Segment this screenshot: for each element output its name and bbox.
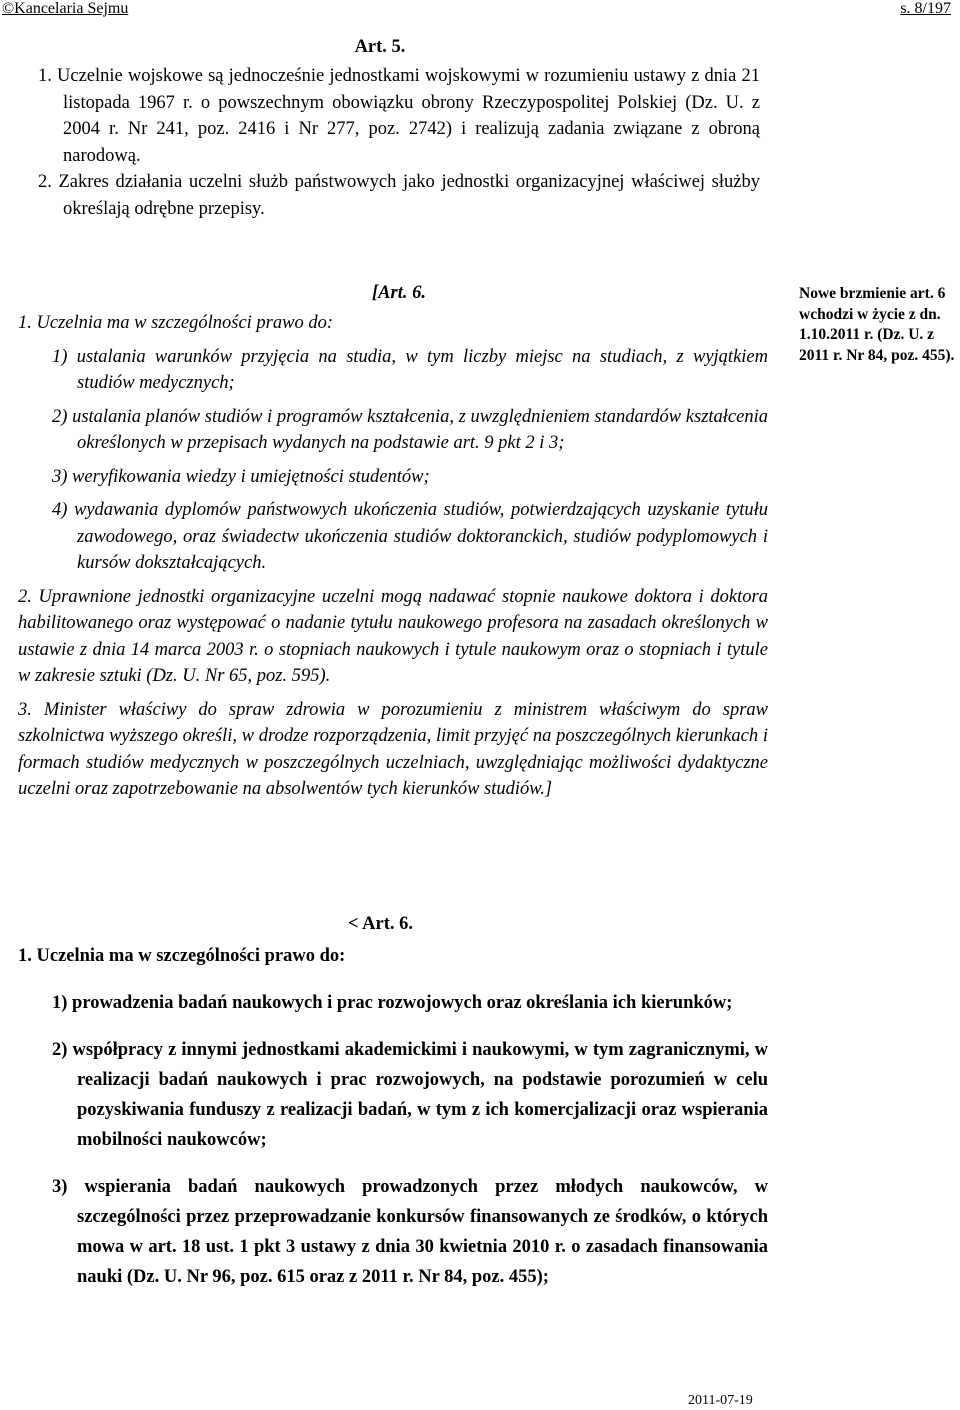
art6-new-section xyxy=(18,941,768,1292)
art5-paragraph-2: 2. Zakres działania uczelni służb państwowych jako jednostki organizacyjnej właściwej służby określają odrębne przepisy. xyxy=(38,172,760,219)
margin-note: Nowe brzmienie art. 6 wchodzi w życie z dn. 1.10.2011 r. (Dz. U. z 2011 r. Nr 84, poz. 455). xyxy=(799,285,955,364)
art6-new-title: < Art. 6. xyxy=(348,914,414,934)
page-number: s. 8/197 xyxy=(900,0,951,17)
art6-new-item: 2) współpracy z innymi jednostkami akademickimi i naukowymi, w tym zagranicznymi, w realizacji badań naukowych i prac rozwojowych, na podstawie porozumień w celu pozyskiwania funduszy z realizacji badań, w tym z ich komercjalizacji oraz wspierania mobilności naukowców; xyxy=(52,1040,768,1150)
header-source: ©Kancelaria Sejmu xyxy=(2,0,129,17)
document-date: 2011-07-19 xyxy=(688,1393,753,1408)
art6-old-item: 3) weryfikowania wiedzy i umiejętności studentów; xyxy=(52,466,430,487)
art6-old-item: 1) ustalania warunków przyjęcia na studia, w tym liczby miejsc na studiach, z wyjątkiem studiów medycznych; xyxy=(52,346,768,393)
art6-old-section xyxy=(18,310,768,803)
art5-section xyxy=(38,63,760,222)
art6-old-item: 2) ustalania planów studiów i programów kształcenia, z uwzględnieniem standardów kształcenia określonych w przepisach wydanych na podstawie art. 9 pkt 2 i 3; xyxy=(52,406,768,453)
art6-old-title: [Art. 6. xyxy=(372,283,426,303)
art5-title: Art. 5. xyxy=(354,37,406,57)
art6-old-paragraph-3: 3. Minister właściwy do spraw zdrowia w porozumieniu z ministrem właściwym do spraw szkolnictwa wyższego określi, w drodze rozporządzenia, limit przyjęć na poszczególnych kierunkach i formach studiów medycznych w poszczególnych uczelniach, uwzględniając możliwości dydaktyczne uczelni oraz zapotrzebowanie na absolwentów tych kierunków studiów.] xyxy=(18,699,768,799)
art6-new-item: 3) wspierania badań naukowych prowadzonych przez młodych naukowców, w szczególności przez przeprowadzanie konkursów finansowanych ze środków, o których mowa w art. 18 ust. 1 pkt 3 ustawy z dnia 30 kwietnia 2010 r. o zasadach finansowania nauki (Dz. U. Nr 96, poz. 615 oraz z 2011 r. Nr 84, poz. 455); xyxy=(52,1177,768,1287)
art6-old-paragraph-2: 2. Uprawnione jednostki organizacyjne uczelni mogą nadawać stopnie naukowe doktora i doktora habilitowanego oraz występować o nadanie tytułu naukowego profesora na zasadach określonych w ustawie z dnia 14 marca 2003 r. o stopniach naukowych i tytule naukowym oraz o stopniach i tytule w zakresie sztuki (Dz. U. Nr 65, poz. 595). xyxy=(18,586,768,686)
art5-paragraph-1: 1. Uczelnie wojskowe są jednocześnie jednostkami wojskowymi w rozumieniu ustawy z dnia 21 listopada 1967 r. o powszechnym obowiązku obrony Rzeczypospolitej Polskiej (Dz. U. z 2004 r. Nr 241, poz. 2416 i Nr 277, poz. 2742) i realizują zadania związane z obroną narodową. xyxy=(38,66,760,166)
art6-old-intro: 1. Uczelnia ma w szczególności prawo do: xyxy=(18,313,333,333)
art6-old-item: 4) wydawania dyplomów państwowych ukończenia studiów, potwierdzających uzyskanie tytułu zawodowego, oraz świadectw ukończenia studiów doktoranckich, studiów podyplomowych i kursów dokształcających. xyxy=(52,500,768,573)
art6-new-intro: 1. Uczelnia ma w szczególności prawo do: xyxy=(18,946,346,966)
art6-new-item: 1) prowadzenia badań naukowych i prac rozwojowych oraz określania ich kierunków; xyxy=(52,993,733,1013)
